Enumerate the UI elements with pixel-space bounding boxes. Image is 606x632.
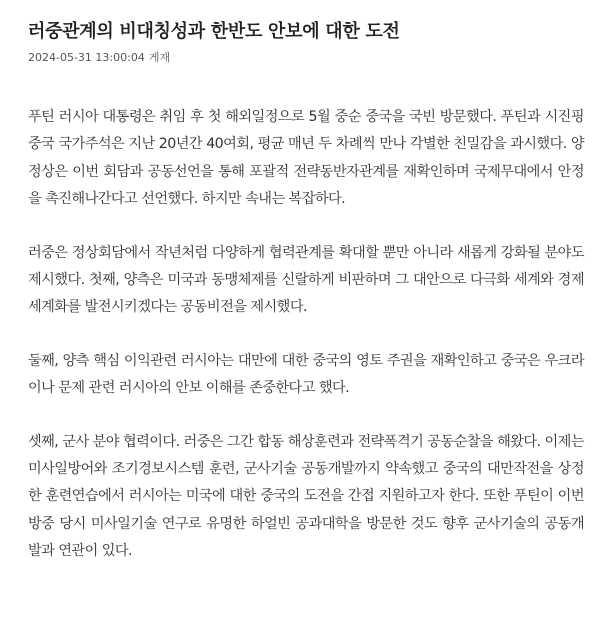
article-paragraph: 러중은 정상회담에서 작년처럼 다양하게 협력관계를 확대할 뿐만 아니라 새롭게 강화될 분야도 제시했다. 첫째, 양측은 미국과 동맹체제를 신랄하게 비판하며 그 대안으로 다극화 세계와 경제 세계화를 발전시키겠다는 공동비전을 제시했다. [28,244,584,316]
article-body [28,104,584,566]
article-title: 러중관계의 비대칭성과 한반도 안보에 대한 도전 [28,21,400,42]
article-paragraph: 푸틴 러시아 대통령은 취임 후 첫 해외일정으로 5월 중순 중국을 국빈 방문했다. 푸틴과 시진핑 중국 국가주석은 지난 20년간 40여회, 평균 매년 두 차례씩 만나 각별한 친밀감을 과시했다. 양 정상은 이번 회담과 공동선언을 통해 포괄적 전략동반자관계를 재확인하며 국제무대에서 안정을 촉진해나간다고 선언했다. 하지만 속내는 복잡하다. [28,109,584,208]
article-paragraph: 둘째, 양측 핵심 이익관련 러시아는 대만에 대한 중국의 영토 주권을 재확인하고 중국은 우크라이나 문제 관련 러시아의 안보 이해를 존중한다고 했다. [28,352,584,397]
article-paragraph: 셋째, 군사 분야 협력이다. 러중은 그간 합동 해상훈련과 전략폭격기 공동순찰을 해왔다. 이제는 미사일방어와 조기경보시스템 훈련, 군사기술 공동개발까지 약속했고 중국의 대만작전을 상정한 훈련연습에서 러시아는 미국에 대한 중국의 도전을 간접 지원하고자 한다. 또한 푸틴이 이번 방중 당시 미사일기술 연구로 유명한 하얼빈 공과대학을 방문한 것도 향후 군사기술의 공동개발과 연관이 있다. [28,433,584,560]
published-datetime: 2024-05-31 13:00:04 [28,51,145,64]
published-label: 게재 [148,51,171,64]
article-meta [28,50,584,66]
